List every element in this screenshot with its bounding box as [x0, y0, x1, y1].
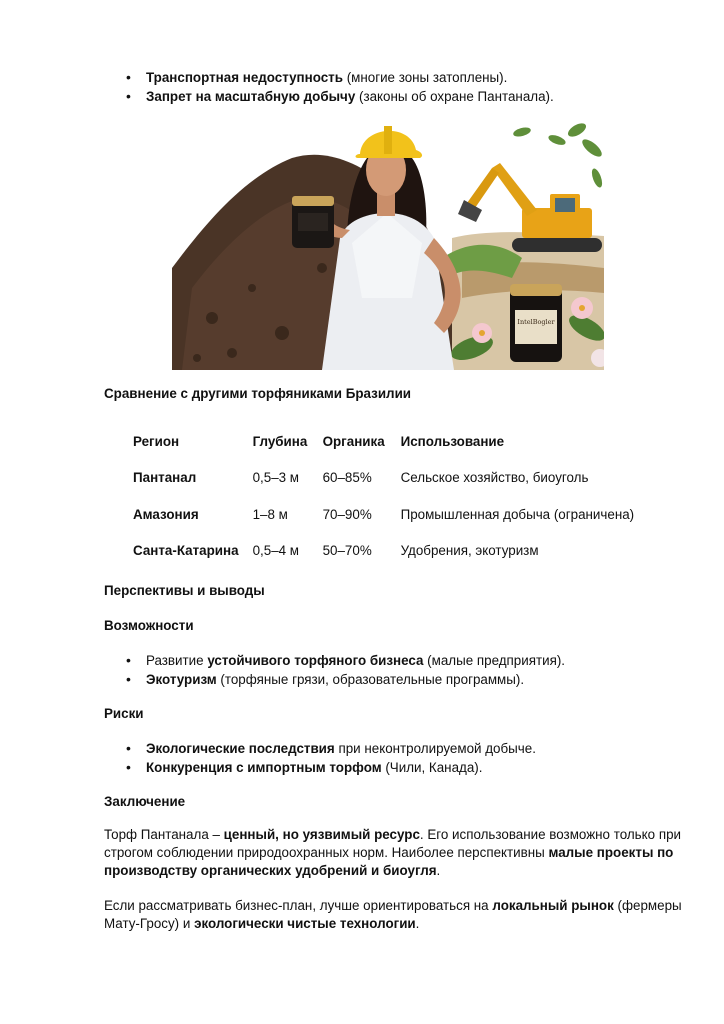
list-item	[126, 651, 565, 670]
paragraph-text: .	[436, 863, 441, 878]
table-row	[126, 496, 641, 533]
column-header: Использование	[400, 433, 505, 449]
paragraph-text: . Его использование возможно только при строгом соблюдении природоохранных норм. Наиболее перспективны	[104, 827, 681, 860]
list-item	[126, 739, 536, 758]
table-row	[126, 533, 641, 570]
table-cell: 0,5–4 м	[252, 543, 300, 559]
list-item	[126, 758, 536, 777]
prospects-heading: Перспективы и выводы	[104, 583, 265, 598]
bullet-bold-text: устойчивого торфяного бизнеса	[207, 653, 424, 668]
bullet-text: (Чили, Канада).	[381, 760, 483, 775]
paragraph-bold-text: ценный, но уязвимый ресурс	[223, 827, 420, 842]
bullet-text: (законы об охране Пантанала).	[355, 89, 554, 104]
jar-label: IntelBogler	[517, 318, 555, 326]
risks-heading: Риски	[104, 706, 144, 721]
jar-in-hand	[292, 196, 334, 248]
paragraph-text: .	[415, 916, 420, 931]
comparison-table	[126, 423, 641, 569]
conclusion-heading: Заключение	[104, 794, 186, 809]
bullet-text: (торфяные грязи, образовательные программы).	[216, 672, 525, 687]
paragraph-text: Если рассматривать бизнес-план, лучше ориентироваться на	[104, 898, 493, 913]
foliage	[512, 121, 604, 189]
bullet-bold-text: Экотуризм	[146, 672, 217, 687]
list-item	[126, 68, 554, 87]
table-cell: Сельское хозяйство, биоуголь	[400, 470, 589, 486]
column-header: Регион	[133, 433, 180, 449]
comparison-heading: Сравнение с другими торфяниками Бразилии	[104, 386, 412, 401]
risks-list	[126, 739, 536, 777]
opportunities-list	[126, 651, 565, 689]
illustration-woman-peat-excavator	[172, 118, 604, 370]
bullet-bold-text: Экологические последствия	[146, 741, 335, 756]
conclusion-paragraph-1	[104, 826, 684, 880]
bullet-text: Развитие	[146, 653, 208, 668]
column-header: Глубина	[252, 433, 308, 449]
list-item	[126, 670, 565, 689]
table-header-row	[126, 423, 641, 460]
illustration-svg	[172, 118, 604, 370]
table-cell: Пантанал	[133, 470, 197, 486]
table-cell: 50–70%	[322, 543, 372, 559]
conclusion-paragraph-2	[104, 897, 684, 933]
top-bullet-list	[126, 68, 554, 106]
table-cell: 0,5–3 м	[252, 470, 300, 486]
column-header: Органика	[322, 433, 385, 449]
bullet-text: (многие зоны затоплены).	[342, 70, 508, 85]
paragraph-text: (фермеры Мату-Гросу) и	[104, 898, 682, 931]
table-cell: 70–90%	[322, 506, 372, 522]
bullet-text: при неконтролируемой добыче.	[334, 741, 536, 756]
paragraph-bold-text: локальный рынок	[492, 898, 614, 913]
paragraph-text: Торф Пантанала –	[104, 827, 224, 842]
bullet-text: (малые предприятия).	[423, 653, 566, 668]
opportunities-heading: Возможности	[104, 618, 194, 633]
product-jar	[510, 284, 562, 362]
table-row	[126, 460, 641, 497]
paragraph-bold-text: малые проекты по производству органических удобрений и биоугля	[104, 845, 674, 878]
table-cell: Удобрения, экотуризм	[400, 543, 539, 559]
table-cell: 1–8 м	[252, 506, 288, 522]
bullet-bold-text: Транспортная недоступность	[146, 70, 343, 85]
table-cell: Амазония	[133, 506, 199, 522]
bullet-bold-text: Конкуренция с импортным торфом	[146, 760, 382, 775]
paragraph-bold-text: экологически чистые технологии	[194, 916, 416, 931]
list-item	[126, 87, 554, 106]
bullet-bold-text: Запрет на масштабную добычу	[146, 89, 356, 104]
table-cell: Промышленная добыча (ограничена)	[400, 506, 635, 522]
table-cell: 60–85%	[322, 470, 372, 486]
table-cell: Санта-Катарина	[133, 543, 239, 559]
